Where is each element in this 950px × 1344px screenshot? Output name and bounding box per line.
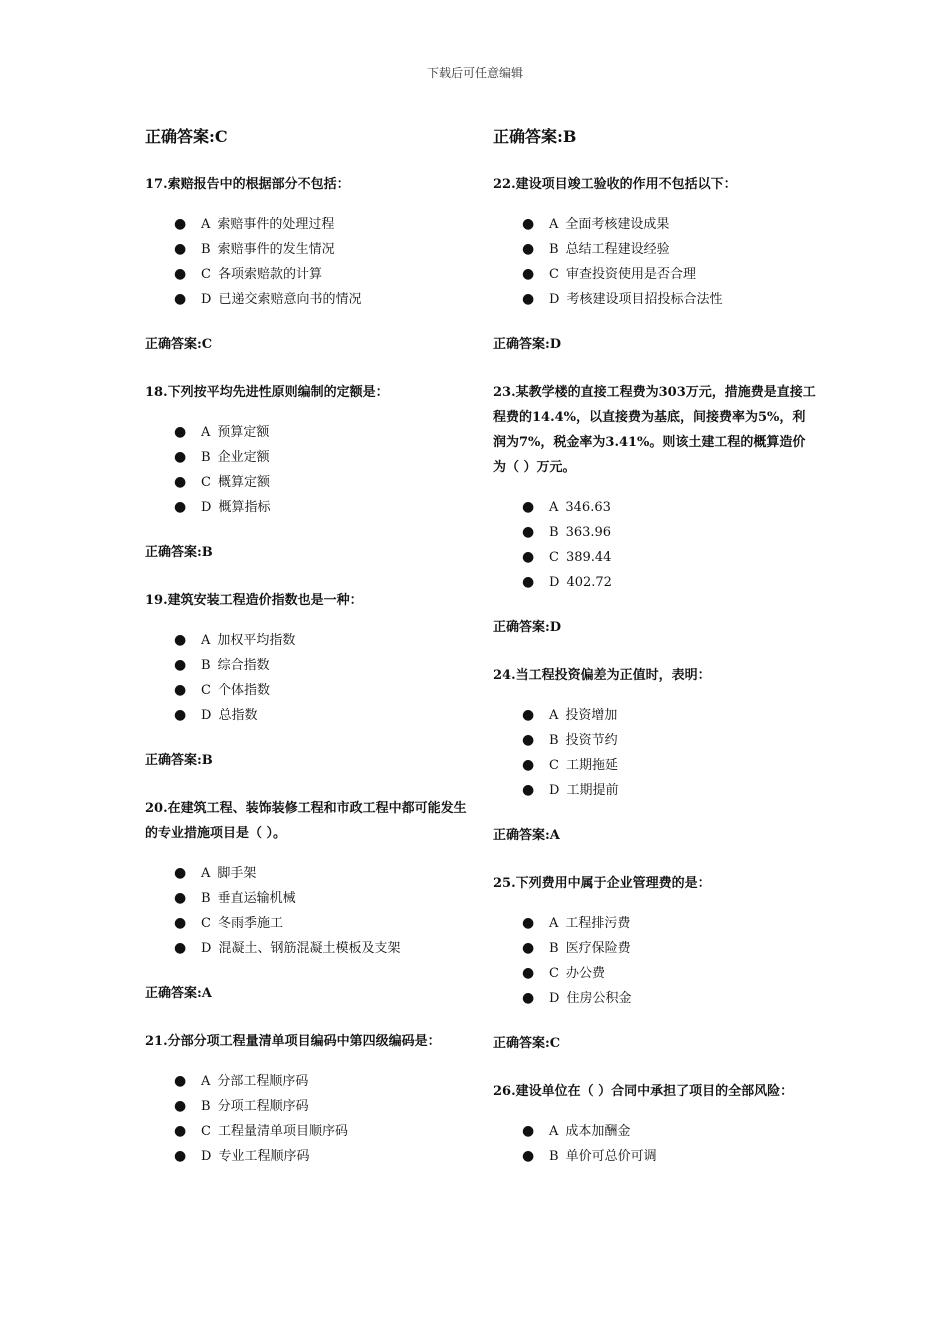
option-item: ● D 考核建设项目招投标合法性	[493, 287, 818, 312]
options-list	[145, 628, 470, 728]
bullet-icon: ●	[522, 915, 535, 931]
bullet-icon: ●	[174, 915, 187, 931]
options-list	[493, 911, 818, 1011]
bullet-icon: ●	[522, 990, 535, 1006]
option-item: ● D 混凝土、钢筋混凝土模板及支架	[145, 936, 470, 961]
option-item: ● D 住房公积金	[493, 986, 818, 1011]
bullet-icon: ●	[174, 1098, 187, 1114]
option-item: ● D 专业工程顺序码	[145, 1144, 470, 1169]
bullet-icon: ●	[174, 1148, 187, 1164]
answer-text: 正确答案:C	[145, 127, 228, 146]
bullet-icon: ●	[522, 940, 535, 956]
bullet-icon: ●	[522, 965, 535, 981]
question-text: 22.建设项目竣工验收的作用不包括以下：	[493, 177, 737, 192]
bullet-icon: ●	[174, 291, 187, 307]
question-text: 26.建设单位在（ ）合同中承担了项目的全部风险：	[493, 1084, 794, 1099]
answer-text: 正确答案:D	[493, 337, 562, 352]
question-block-26	[493, 1079, 818, 1169]
bullet-icon: ●	[174, 865, 187, 881]
bullet-icon: ●	[174, 216, 187, 232]
option-item: ● C 审查投资使用是否合理	[493, 262, 818, 287]
option-item: ● B 索赔事件的发生情况	[145, 237, 470, 262]
bullet-icon: ●	[174, 266, 187, 282]
option-item: ● B 医疗保险费	[493, 936, 818, 961]
option-item: ● B 363.96	[493, 520, 818, 545]
option-item: ● A 分部工程顺序码	[145, 1069, 470, 1094]
option-item: ● A 全面考核建设成果	[493, 212, 818, 237]
right-column	[493, 126, 818, 1191]
bullet-icon: ●	[522, 291, 535, 307]
bullet-icon: ●	[174, 1073, 187, 1089]
option-item: ● B 总结工程建设经验	[493, 237, 818, 262]
bullet-icon: ●	[174, 474, 187, 490]
option-item: ● C 概算定额	[145, 470, 470, 495]
option-item: ● C 工期拖延	[493, 753, 818, 778]
option-item: ● C 389.44	[493, 545, 818, 570]
options-list	[145, 861, 470, 961]
option-item: ● D 402.72	[493, 570, 818, 595]
option-item: ● D 总指数	[145, 703, 470, 728]
answer-text: 正确答案:A	[493, 828, 560, 843]
bullet-icon: ●	[522, 574, 535, 590]
option-item: ● C 冬雨季施工	[145, 911, 470, 936]
question-text: 23.某教学楼的直接工程费为303万元，措施费是直接工程费的14.4%，以直接费为基底，间接费率为5%，利润为7%，税金率为3.41%。则该土建工程的概算造价为（ ）万元。	[493, 385, 816, 475]
option-item: ● B 垂直运输机械	[145, 886, 470, 911]
bullet-icon: ●	[174, 632, 187, 648]
option-item: ● A 成本加酬金	[493, 1119, 818, 1144]
bullet-icon: ●	[174, 424, 187, 440]
option-item: ● A 工程排污费	[493, 911, 818, 936]
question-block-21	[145, 1029, 470, 1169]
question-block-19	[145, 588, 470, 772]
question-text: 19.建筑安装工程造价指数也是一种：	[145, 593, 363, 608]
option-item: ● B 综合指数	[145, 653, 470, 678]
bullet-icon: ●	[522, 524, 535, 540]
answer-text: 正确答案:B	[145, 545, 213, 560]
left-column	[145, 126, 470, 1191]
option-item: ● B 分项工程顺序码	[145, 1094, 470, 1119]
question-text: 24.当工程投资偏差为正值时，表明：	[493, 668, 711, 683]
bullet-icon: ●	[522, 266, 535, 282]
option-item: ● B 单价可总价可调	[493, 1144, 818, 1169]
answer-text: 正确答案:C	[493, 1036, 561, 1051]
option-item: ● A 投资增加	[493, 703, 818, 728]
question-block-24	[493, 663, 818, 847]
bullet-icon: ●	[522, 782, 535, 798]
bullet-icon: ●	[174, 682, 187, 698]
question-block-18	[145, 380, 470, 564]
answer-text: 正确答案:D	[493, 620, 562, 635]
option-item: ● A 索赔事件的处理过程	[145, 212, 470, 237]
bullet-icon: ●	[174, 707, 187, 723]
bullet-icon: ●	[522, 549, 535, 565]
bullet-icon: ●	[522, 216, 535, 232]
options-list	[493, 495, 818, 595]
bullet-icon: ●	[174, 940, 187, 956]
bullet-icon: ●	[522, 732, 535, 748]
options-list	[145, 420, 470, 520]
bullet-icon: ●	[522, 499, 535, 515]
option-item: ● C 工程量清单项目顺序码	[145, 1119, 470, 1144]
question-block-17	[145, 172, 470, 356]
answer-text: 正确答案:C	[145, 337, 213, 352]
page-header: 下载后可任意编辑	[426, 66, 523, 80]
bullet-icon: ●	[174, 890, 187, 906]
answer-text: 正确答案:B	[145, 753, 213, 768]
question-text: 18.下列按平均先进性原则编制的定额是：	[145, 385, 389, 400]
question-text: 17.索赔报告中的根据部分不包括：	[145, 177, 350, 192]
options-list	[145, 212, 470, 312]
question-block-22	[493, 172, 818, 356]
options-list	[493, 212, 818, 312]
option-item: ● B 企业定额	[145, 445, 470, 470]
question-block-25	[493, 871, 818, 1055]
bullet-icon: ●	[174, 499, 187, 515]
option-item: ● A 脚手架	[145, 861, 470, 886]
option-item: ● D 工期提前	[493, 778, 818, 803]
option-item: ● B 投资节约	[493, 728, 818, 753]
answer-text: 正确答案:B	[493, 127, 577, 146]
option-item: ● D 概算指标	[145, 495, 470, 520]
options-list	[145, 1069, 470, 1169]
bullet-icon: ●	[522, 1123, 535, 1139]
question-text: 25.下列费用中属于企业管理费的是：	[493, 876, 711, 891]
bullet-icon: ●	[522, 1148, 535, 1164]
bullet-icon: ●	[174, 241, 187, 257]
question-text: 21.分部分项工程量清单项目编码中第四级编码是：	[145, 1034, 441, 1049]
bullet-icon: ●	[522, 757, 535, 773]
option-item: ● C 个体指数	[145, 678, 470, 703]
option-item: ● A 预算定额	[145, 420, 470, 445]
bullet-icon: ●	[522, 241, 535, 257]
option-item: ● D 已递交索赔意向书的情况	[145, 287, 470, 312]
option-item: ● A 346.63	[493, 495, 818, 520]
option-item: ● C 各项索赔款的计算	[145, 262, 470, 287]
options-list	[493, 1119, 818, 1169]
option-item: ● A 加权平均指数	[145, 628, 470, 653]
option-item: ● C 办公费	[493, 961, 818, 986]
question-text: 20.在建筑工程、装饰装修工程和市政工程中都可能发生的专业措施项目是（ ）。	[145, 801, 467, 841]
answer-text: 正确答案:A	[145, 986, 212, 1001]
bullet-icon: ●	[174, 1123, 187, 1139]
bullet-icon: ●	[174, 449, 187, 465]
bullet-icon: ●	[522, 707, 535, 723]
question-block-23	[493, 380, 818, 639]
options-list	[493, 703, 818, 803]
question-block-20	[145, 796, 470, 1005]
bullet-icon: ●	[174, 657, 187, 673]
